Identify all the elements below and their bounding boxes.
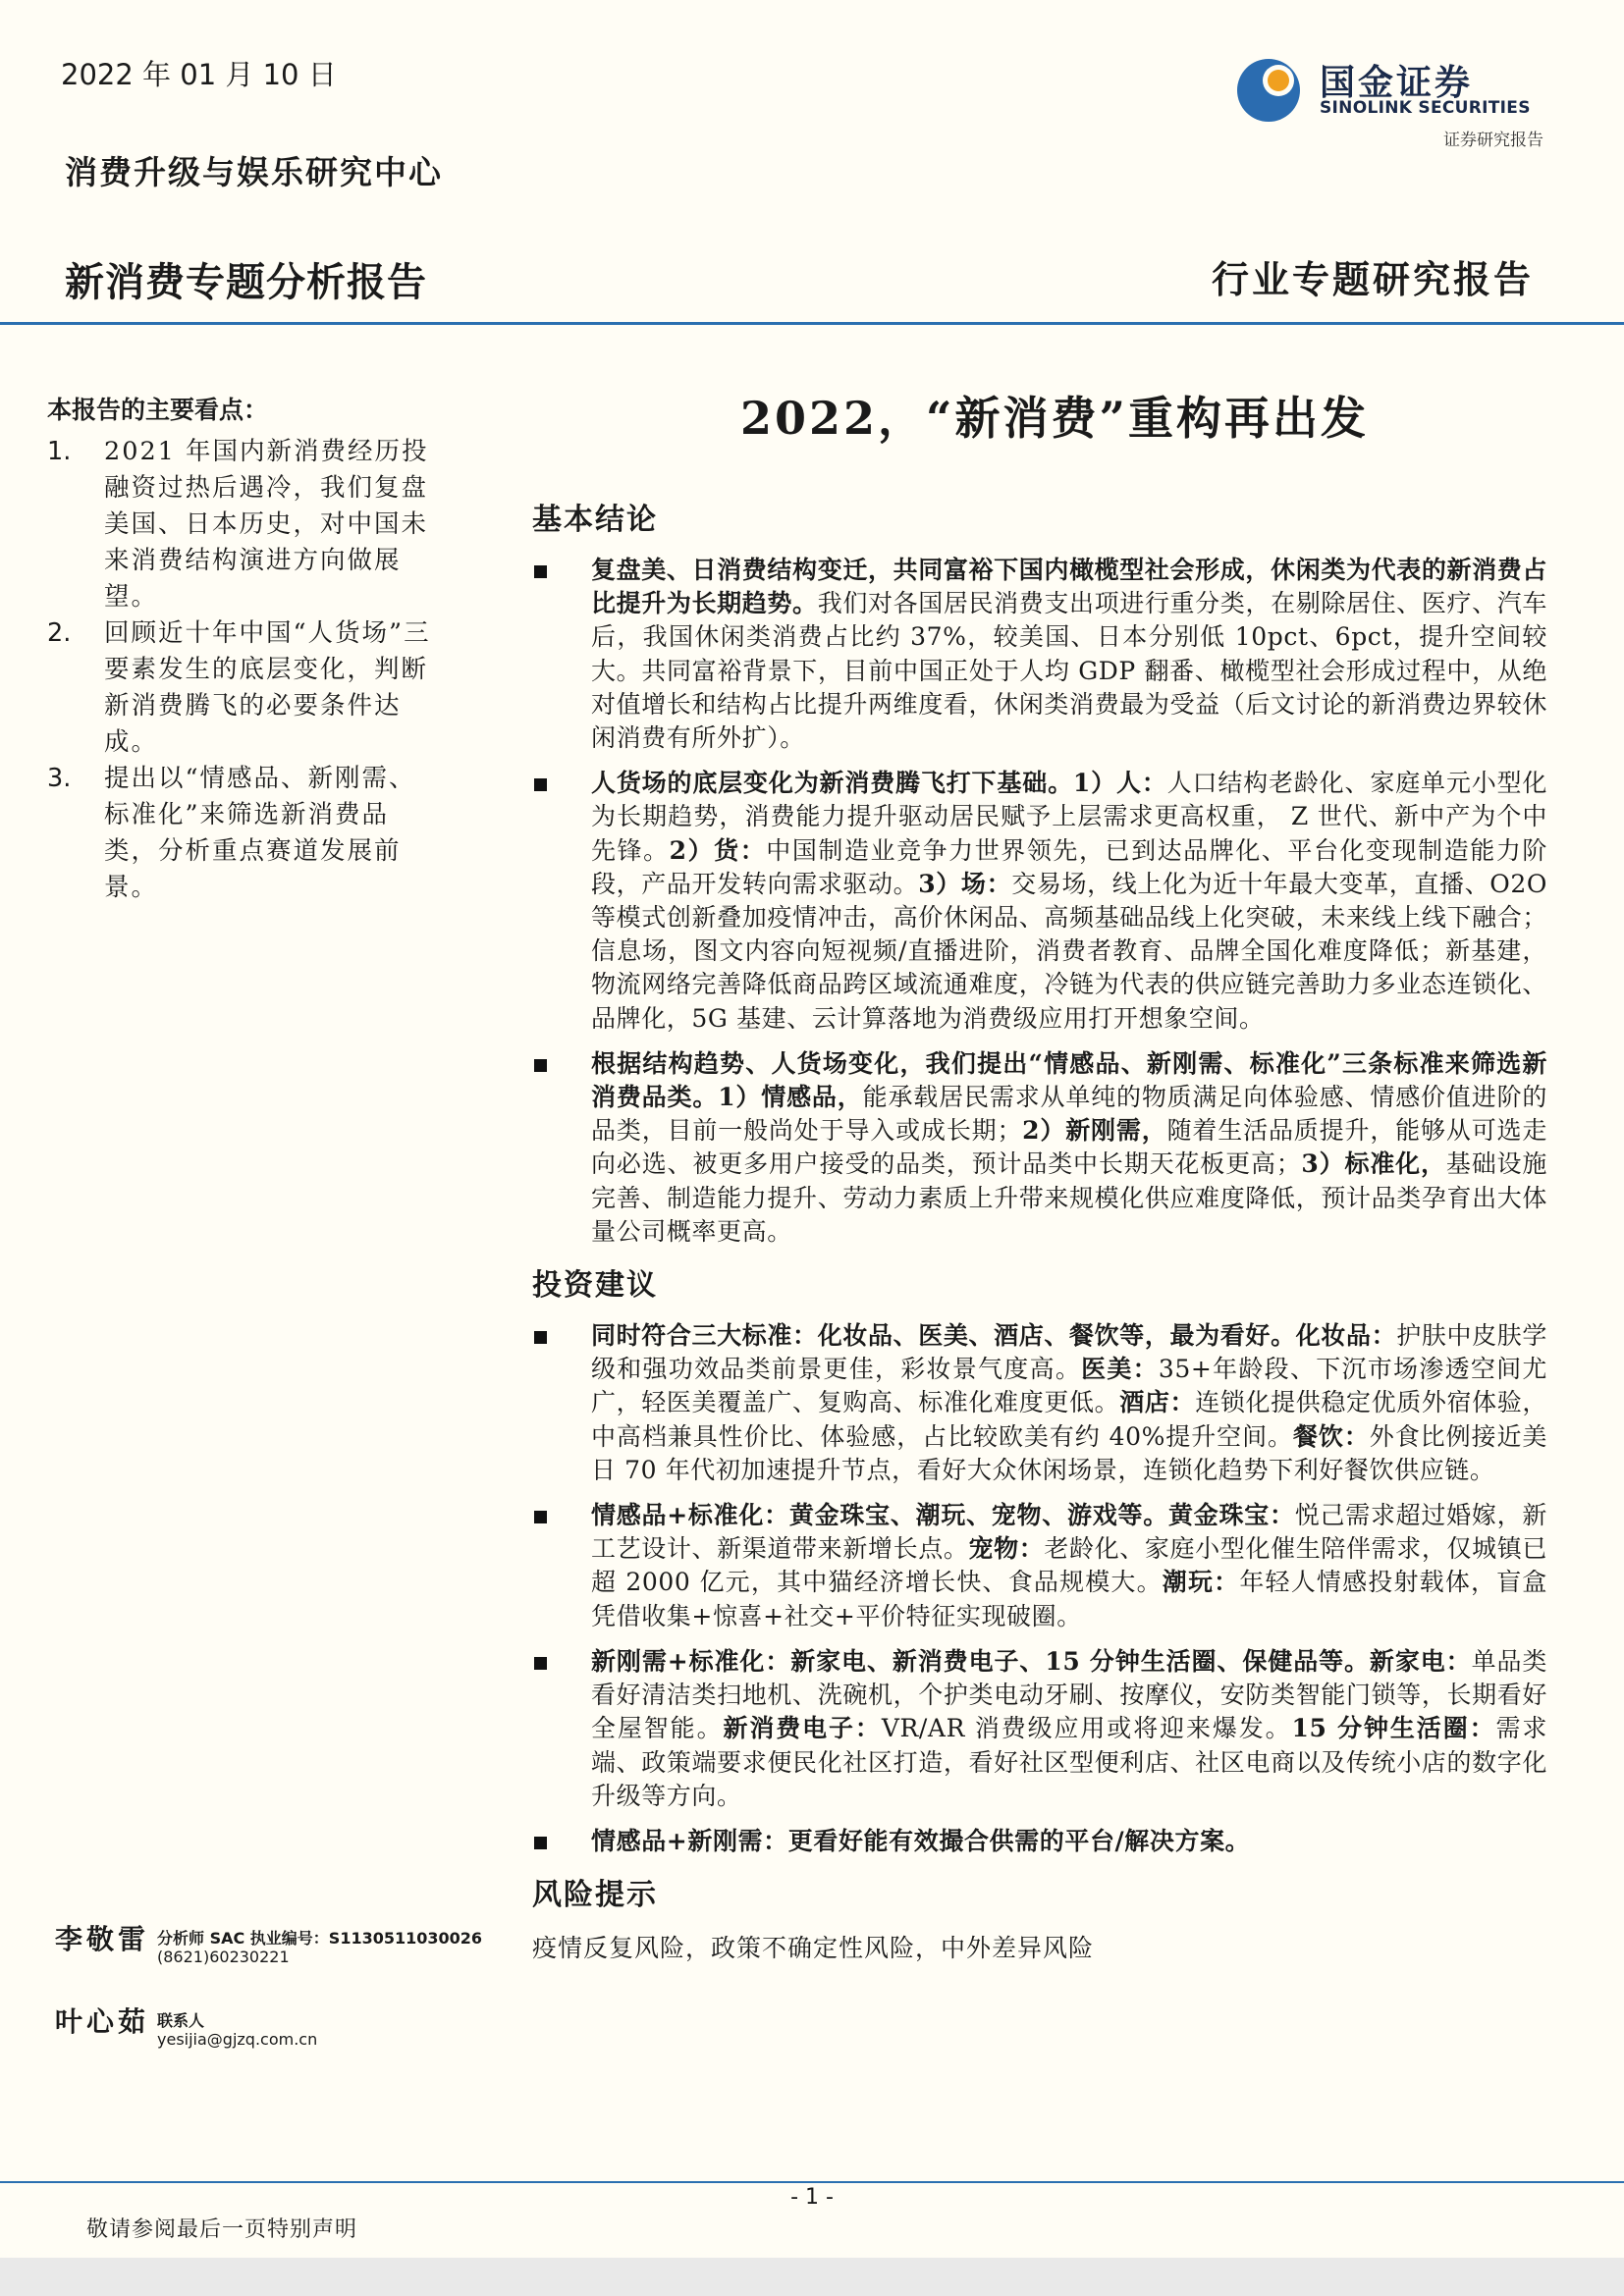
bullet-lead: 3）标准化，	[1301, 1149, 1446, 1179]
bullet-text: 单品类看好清洁类扫地机、洗碗机，个护类电动牙刷、按摩仪，安防类智能门锁等，长期看好全屋智能。	[591, 1646, 1547, 1743]
bullet-lead: 宠物：	[968, 1534, 1045, 1564]
key-points-title: 本报告的主要看点：	[47, 396, 269, 424]
logo-subtitle: 证券研究报告	[1443, 131, 1543, 150]
author-contact: (8621)60230221	[157, 1948, 290, 1966]
footer-divider	[0, 2181, 1624, 2183]
bullet-text: 35+年龄段、下沉市场渗透空间尤广，轻医美覆盖广、复购高、标准化难度更低。	[591, 1355, 1547, 1417]
author-name: 叶心茹	[55, 2005, 150, 2038]
key-point-item	[47, 434, 440, 615]
key-point-number: 1.	[47, 437, 72, 466]
bullet-lead: 同时符合三大标准：化妆品、医美、酒店、餐饮等，最为看好。化妆品：	[591, 1321, 1397, 1351]
key-point-item	[47, 761, 440, 906]
report-date: 2022 年 01 月 10 日	[61, 58, 337, 91]
bullet-lead: 新消费电子：	[723, 1714, 882, 1743]
key-point-text: 回顾近十年中国“人货场”三要素发生的底层变化，判断新消费腾飞的必要条件达成。	[104, 618, 431, 757]
bullet-text: VR/AR 消费级应用或将迎来爆发。	[881, 1714, 1292, 1743]
conclusion-list	[532, 554, 1547, 1249]
invest-item	[532, 1319, 1547, 1487]
bullet-text: 需求端、政策端要求便民化社区打造，看好社区型便利店、社区电商以及传统小店的数字化升级等方向。	[591, 1714, 1547, 1810]
report-series-title: 新消费专题分析报告	[65, 260, 427, 305]
bullet-lead: 酒店：	[1119, 1388, 1196, 1417]
bullet-text: 交易场，线上化为近十年最大变革，直播、O2O 等模式创新叠加疫情冲击，高价休闲品、高频基础品线上化突破，未来线上线下融合；信息场，图文内容向短视频/直播进阶，消费者教育、品牌全国化难度降低；新基建，物流网络完善降低商品跨区域流通难度，冷链为代表的供应链完善助力多业态连锁化、品牌化，5G 基建、云计算落地为消费级应用打开想象空间。	[591, 869, 1547, 1033]
key-point-item	[47, 615, 440, 761]
key-points-sidebar	[47, 391, 440, 906]
conclusion-item	[532, 767, 1547, 1036]
author-role: 分析师 SAC 执业编号：S1130511030026	[157, 1929, 483, 1948]
bullet-text: 基础设施完善、制造能力提升、劳动力素质上升带来规模化供应难度降低，预计品类孕育出大体量公司概率更高。	[591, 1149, 1547, 1246]
bullet-lead: 情感品+标准化：黄金珠宝、潮玩、宠物、游戏等。黄金珠宝：	[591, 1501, 1295, 1530]
header-divider	[0, 322, 1624, 325]
key-point-text: 2021 年国内新消费经历投融资过热后遇冷，我们复盘美国、日本历史，对中国未来消费结构演进方向做展望。	[104, 437, 429, 612]
bullet-lead: 新刚需+标准化：新家电、新消费电子、15 分钟生活圈、保健品等。新家电：	[591, 1646, 1472, 1676]
author-role: 联系人	[157, 2011, 205, 2030]
author-email-link[interactable]: yesijia@gjzq.com.cn	[157, 2030, 318, 2049]
disclaimer-note: 敬请参阅最后一页特别声明	[86, 2217, 358, 2242]
logo-name-en: SINOLINK SECURITIES	[1320, 98, 1531, 118]
section-heading-conclusion: 基本结论	[532, 503, 658, 537]
logo-name-cn: 国金证券	[1320, 63, 1474, 103]
section-heading-invest: 投资建议	[532, 1268, 658, 1304]
risk-text: 疫情反复风险，政策不确定性风险，中外差异风险	[532, 1934, 1095, 1963]
bullet-text: 随着生活品质提升，能够从可选走向必选、被更多用户接受的品类，预计品类中长期天花板更高；	[591, 1116, 1547, 1179]
logo-mark-icon	[1235, 53, 1308, 124]
bullet-text: 我们对各国居民消费支出项进行重分类，在剔除居住、医疗、汽车后，我国休闲类消费占比约 37%，较美国、日本分别低 10pct、6pct，提升空间较大。共同富裕背景下，目前中国正处于人均 GDP 翻番、橄榄型社会形成过程中，从绝对值增长和结构占比提升两维度看，休闲类消费最为受益（后文讨论的新消费边界较休闲消费有所外扩）。	[591, 589, 1548, 753]
bullet-lead: 潮玩：	[1162, 1568, 1240, 1597]
key-point-number: 2.	[47, 618, 72, 648]
bullet-square-icon	[534, 778, 547, 791]
bullet-text: 年轻人情感投射载体，盲盒凭借收集+惊喜+社交+平价特征实现破圈。	[591, 1568, 1547, 1630]
bullet-text: 外食比例接近美日 70 年代初加速提升节点，看好大众休闲场景，连锁化趋势下利好餐饮供应链。	[591, 1421, 1547, 1484]
invest-item	[532, 1825, 1547, 1858]
bullet-lead: 情感品+新刚需：更看好能有效撮合供需的平台/解决方案。	[591, 1826, 1251, 1855]
conclusion-item	[532, 554, 1547, 755]
key-points-list	[47, 434, 440, 906]
report-type-label: 行业专题研究报告	[1211, 257, 1534, 301]
section-heading-risk: 风险提示	[532, 1878, 658, 1913]
author-entry	[55, 1918, 507, 2001]
bullet-lead: 医美：	[1081, 1355, 1159, 1384]
main-content	[532, 383, 1547, 1964]
bullet-text: 护肤中皮肤学级和强功效品类前景更佳，彩妆景气度高。	[591, 1321, 1547, 1384]
bullet-lead: 人货场的底层变化为新消费腾飞打下基础。1）人：	[591, 769, 1167, 798]
key-point-text: 提出以“情感品、新刚需、标准化”来筛选新消费品类，分析重点赛道发展前景。	[104, 764, 416, 902]
authors-block	[55, 1918, 507, 2083]
bullet-lead: 15 分钟生活圈：	[1291, 1714, 1496, 1743]
key-point-number: 3.	[47, 764, 72, 793]
bullet-square-icon	[534, 1511, 547, 1523]
bullet-square-icon	[534, 1837, 547, 1849]
bullet-text: 连锁化提供稳定优质外宿体验，中高档兼具性价比、体验感，占比较欧美有约 40%提升空间。	[591, 1388, 1548, 1451]
bullet-square-icon	[534, 565, 547, 578]
bullet-text: 人口结构老龄化、家庭单元小型化为长期趋势，消费能力提升驱动居民赋予上层需求更高权重， Z 世代、新中产为个中先锋。	[591, 769, 1547, 865]
bullet-square-icon	[534, 1331, 547, 1344]
author-entry	[55, 2001, 507, 2083]
bullet-text: 中国制造业竞争力世界领先，已到达品牌化、平台化变现制造能力阶段，产品开发转向需求驱动。	[591, 835, 1547, 898]
bullet-lead: 2）新刚需，	[1022, 1116, 1167, 1146]
invest-item	[532, 1499, 1547, 1633]
bullet-square-icon	[534, 1657, 547, 1670]
report-title: 2022，“新消费”重构再出发	[740, 392, 1369, 445]
bullet-lead: 餐饮：	[1292, 1421, 1370, 1451]
conclusion-item	[532, 1047, 1547, 1249]
bullet-text: 能承载居民需求从单纯的物质满足向体验感、情感价值进阶的品类，目前一般尚处于导入或成长期；	[591, 1083, 1548, 1146]
author-name: 李敬雷	[55, 1923, 150, 1955]
bullet-lead: 2）货：	[669, 835, 767, 865]
bullet-text: 老龄化、家庭小型化催生陪伴需求，仅城镇已超 2000 亿元，其中猫经济增长快、食品规模大。	[591, 1534, 1547, 1597]
bullet-lead: 3）场：	[918, 869, 1012, 898]
bullet-square-icon	[534, 1059, 547, 1072]
invest-item	[532, 1645, 1547, 1813]
bullet-lead: 复盘美、日消费结构变迁，共同富裕下国内橄榄型社会形成，休闲类为代表的新消费占比提升为长期趋势。	[591, 556, 1547, 618]
bullet-text: 悦己需求超过婚嫁，新工艺设计、新渠道带来新增长点。	[591, 1501, 1547, 1564]
company-logo	[1235, 53, 1545, 124]
invest-list	[532, 1319, 1547, 1858]
research-center-name: 消费升级与娱乐研究中心	[65, 153, 443, 191]
bullet-lead: 根据结构趋势、人货场变化，我们提出“情感品、新刚需、标准化”三条标准来筛选新消费品类。1）情感品，	[591, 1048, 1547, 1112]
page-number: - 1 -	[790, 2185, 834, 2210]
